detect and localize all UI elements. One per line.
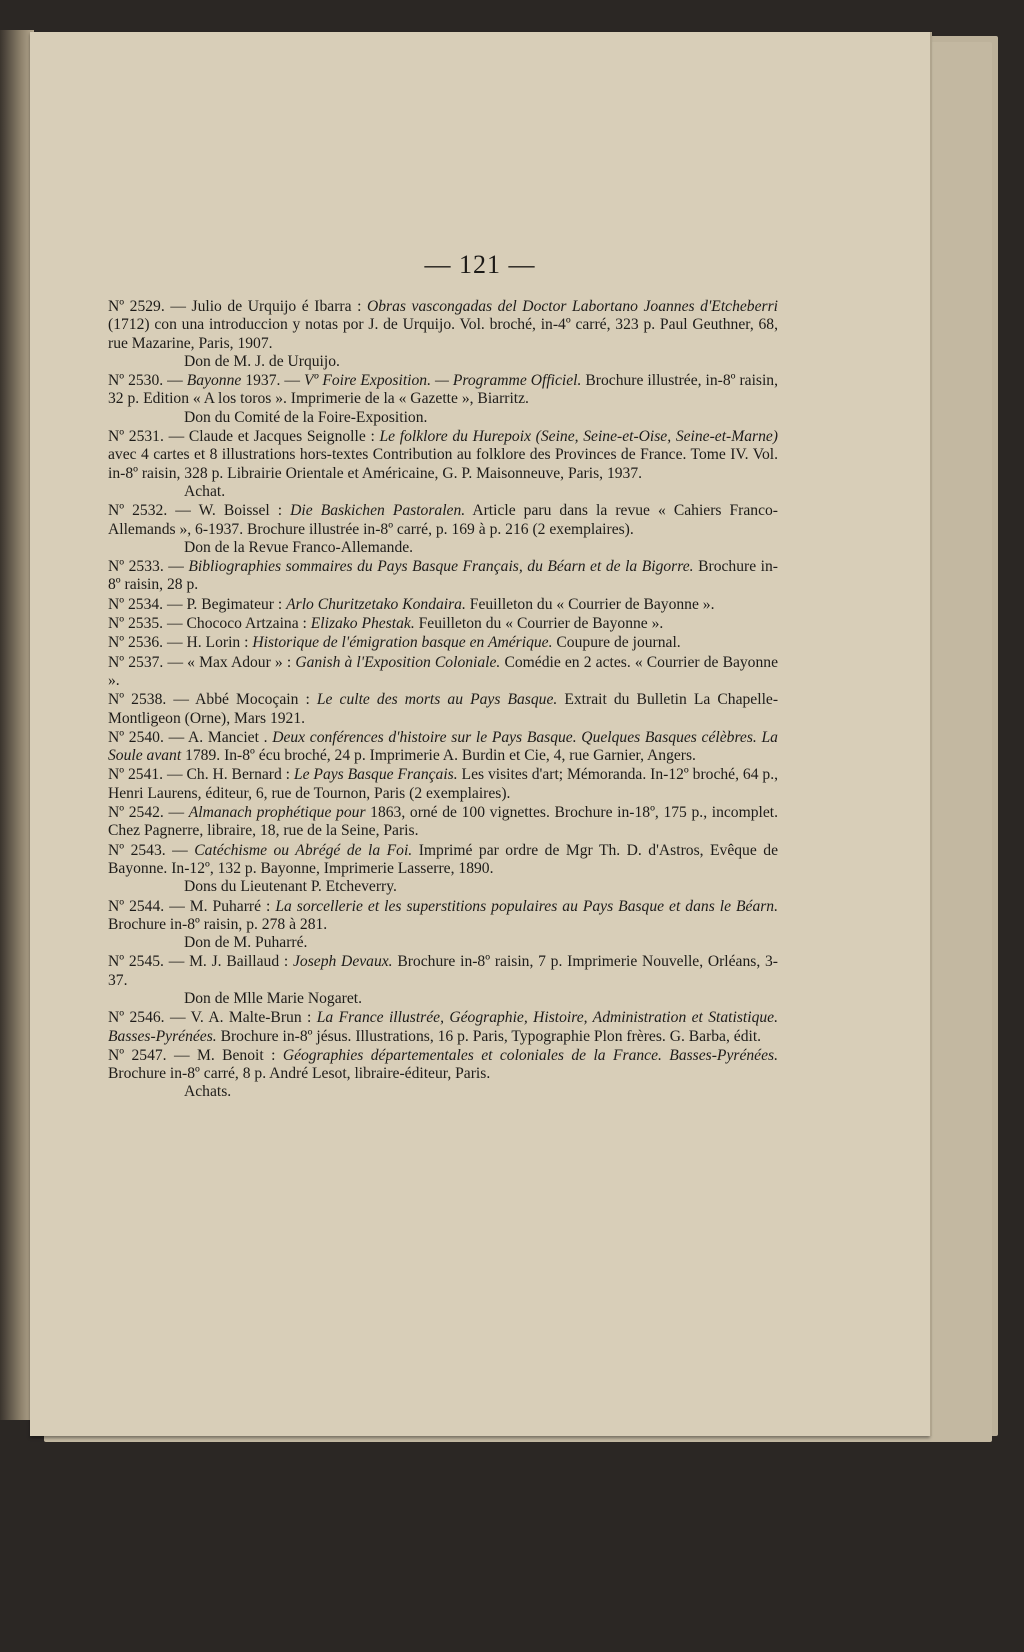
entry-provenance: Don de Mlle Marie Nogaret. [184, 989, 362, 1007]
entry-author: — Julio de Urquijo é Ibarra : [170, 298, 367, 315]
entry-number: Nº 2541. [108, 766, 164, 784]
entry-title: Almanach prophétique pour [188, 804, 366, 822]
page-number: — 121 — [424, 250, 536, 279]
catalog-entry [108, 596, 778, 614]
entry-number: Nº 2531. [108, 428, 164, 446]
entry-details: 1937. — [241, 372, 304, 390]
entry-author: — W. Boissel : [175, 502, 291, 520]
entry-author: — Ch. H. Bernard : [167, 766, 294, 784]
entry-provenance: Achats. [184, 1083, 232, 1101]
entry-number: Nº 2533. [108, 558, 164, 576]
entry-title: Le folklore du Hurepoix (Seine, Seine-et-Oise, Seine-et-Marne) [379, 428, 778, 446]
entry-title: Bibliographies sommaires du Pays Basque Français, du Béarn et de la Bigorre. [188, 558, 694, 576]
entry-number: Nº 2542. [108, 804, 164, 822]
entry-details: Feuilleton du « Courrier de Bayonne ». [414, 615, 664, 633]
entry-details: (1712) con una introduccion y notas por J. de Urquijo. Vol. broché, in-4º carré, 323 p. Paul Geuthner, 68, rue Mazarine, Paris, 1907. [108, 316, 778, 352]
adjacent-page-edge [0, 30, 34, 1420]
entry-details: Feuilleton du « Courrier de Bayonne ». [465, 595, 715, 613]
entry-details: Brochure in-8º raisin, 28 p. [108, 558, 778, 594]
catalog-entry [108, 372, 778, 409]
entry-title: Joseph Devaux. [293, 953, 393, 971]
entry-details: Article paru dans la revue « Cahiers Franco-Allemands », 6-1937. Brochure illustrée in-8º carré, p. 169 à p. 216 (2 exemplaires). [108, 502, 778, 538]
entry-number: Nº 2536. [108, 634, 164, 652]
entry-title: Bayonne [186, 372, 242, 390]
entry-details: 1789. In-8º écu broché, 24 p. Imprimerie A. Burdin et Cie, 4, rue Garnier, Angers. [181, 747, 696, 765]
catalog-entry [108, 766, 778, 803]
entry-author: — M. Puharré : [169, 897, 276, 915]
entry-title: Deux conférences d'histoire sur le Pays Basque. Quelques Basques célèbres. La Soule avant [108, 728, 778, 765]
entry-title: Die Baskichen Pastoralen. [290, 502, 466, 520]
entry-provenance: Achat. [184, 482, 226, 500]
entry-provenance: Don de la Revue Franco-Allemande. [184, 538, 414, 556]
entry-title: Arlo Churitzetako Kondaira. [286, 595, 466, 613]
entry-title: La sorcellerie et les superstitions populaires au Pays Basque et dans le Béarn. [275, 897, 779, 915]
entry-title: Historique de l'émigration basque en Amérique. [252, 634, 553, 652]
entry-author: — [172, 841, 195, 859]
entry-details: Comédie en 2 actes. « Courrier de Bayonne ». [108, 653, 778, 689]
catalog-entry [108, 1009, 778, 1046]
entry-author: — A. Manciet . [168, 728, 273, 746]
entry-number: Nº 2540. [108, 728, 164, 746]
entry-title: La France illustrée, Géographie, Histoire, Administration et Statistique. Basses-Pyrénées. [108, 1009, 778, 1045]
entry-provenance: Don du Comité de la Foire-Exposition. [184, 408, 428, 426]
entry-title: Catéchisme ou Abrégé de la Foi. [194, 841, 413, 859]
entry-details: Brochure in-8º carré, 8 p. André Lesot, libraire-éditeur, Paris. [108, 1065, 491, 1083]
entry-number: Nº 2530. [108, 372, 164, 390]
entry-number: Nº 2544. [108, 897, 165, 915]
entry-details-secondary: Brochure illustrée, in-8º raisin, 32 p. Edition « A los toros ». Imprimerie de la « Gazette », Biarritz. [108, 372, 779, 408]
entry-title: Le Pays Basque Français. [293, 766, 458, 784]
entry-number: Nº 2546. [108, 1009, 165, 1027]
entry-provenance: Don de M. J. de Urquijo. [184, 352, 340, 370]
catalog-entry [108, 298, 778, 353]
entry-details: 1863, orné de 100 vignettes. Brochure in-18º, 175 p., incomplet. Chez Pagnerre, libraire, 18, rue de la Seine, Paris. [108, 804, 779, 840]
entry-author: — M. Benoit : [173, 1046, 283, 1064]
catalog-entries [108, 297, 778, 1102]
catalog-entry [108, 502, 778, 539]
entry-details: Extrait du Bulletin La Chapelle-Montligeon (Orne), Mars 1921. [108, 691, 779, 727]
entry-title-secondary: Vº Foire Exposition. — Programme Officiel. [303, 372, 582, 390]
entry-author: — P. Begimateur : [167, 595, 287, 613]
entry-number: Nº 2535. [108, 615, 164, 633]
catalog-entry [108, 842, 778, 879]
entry-title: Ganish à l'Exposition Coloniale. [295, 653, 501, 671]
entry-author: — [168, 558, 189, 576]
entry-author: — « Max Adour » : [167, 653, 296, 671]
entry-details: Brochure in-8º jésus. Illustrations, 16 p. Paris, Typographie Plon frères. G. Barba, édit. [216, 1027, 762, 1045]
entry-details: Brochure in-8º raisin, p. 278 à 281. [108, 915, 328, 933]
catalog-entry [108, 1047, 778, 1084]
entry-number: Nº 2529. [108, 298, 165, 315]
catalog-entry [108, 953, 778, 990]
entry-details: Les visites d'art; Mémoranda. In-12º broché, 64 p., Henri Laurens, éditeur, 6, rue de Tournon, Paris (2 exemplaires). [108, 766, 778, 802]
entry-title: Le culte des morts au Pays Basque. [316, 691, 558, 709]
entry-title: Géographies départementales et coloniales de la France. Basses-Pyrénées. [282, 1046, 778, 1064]
entry-provenance: Dons du Lieutenant P. Etcheverry. [184, 878, 397, 896]
entry-author: — Chococo Artzaina : [167, 615, 311, 633]
entry-details: Coupure de journal. [552, 634, 681, 652]
entry-details: avec 4 cartes et 8 illustrations hors-textes Contribution au folklore des Provinces de France. Tome IV. Vol. in-8º raisin, 328 p. Librairie Orientale et Américaine, G. P. Maisonneuve, Paris, 1937. [108, 446, 778, 482]
entry-author: — V. A. Malte-Brun : [169, 1009, 317, 1027]
entry-title: Elizako Phestak. [310, 615, 415, 633]
catalog-entry [108, 634, 778, 652]
entry-number: Nº 2547. [108, 1046, 167, 1064]
entry-number: Nº 2545. [108, 953, 164, 971]
entry-number: Nº 2537. [108, 653, 164, 671]
entry-author: — M. J. Baillaud : [168, 953, 293, 971]
entry-author: — [168, 804, 189, 822]
entry-number: Nº 2534. [108, 595, 164, 613]
catalog-entry [108, 804, 778, 841]
entry-author: — H. Lorin : [167, 634, 253, 652]
entry-author: — [167, 372, 187, 390]
entry-provenance: Don de M. Puharré. [184, 934, 308, 952]
catalog-entry [108, 428, 778, 483]
catalog-entry [108, 558, 778, 595]
catalog-entry [108, 691, 778, 728]
entry-number: Nº 2532. [108, 502, 168, 520]
entry-details: Brochure in-8º raisin, 7 p. Imprimerie Nouvelle, Orléans, 3-37. [108, 953, 778, 989]
catalog-entry [108, 729, 778, 766]
catalog-entry [108, 615, 778, 633]
entry-author: — Claude et Jacques Seignolle : [168, 428, 380, 446]
catalog-entry [108, 898, 778, 935]
entry-author: — Abbé Mocoçain : [173, 691, 317, 709]
entry-number: Nº 2543. [108, 841, 166, 859]
document-page [30, 32, 930, 1436]
catalog-entry [108, 654, 778, 691]
entry-title: Obras vascongadas del Doctor Labortano Joannes d'Etcheberri [366, 298, 778, 315]
entry-number: Nº 2538. [108, 691, 167, 709]
entry-details: Imprimé par ordre de Mgr Th. D. d'Astros, Evêque de Bayonne. In-12º, 132 p. Bayonne, Imprimerie Lasserre, 1890. [108, 841, 778, 877]
